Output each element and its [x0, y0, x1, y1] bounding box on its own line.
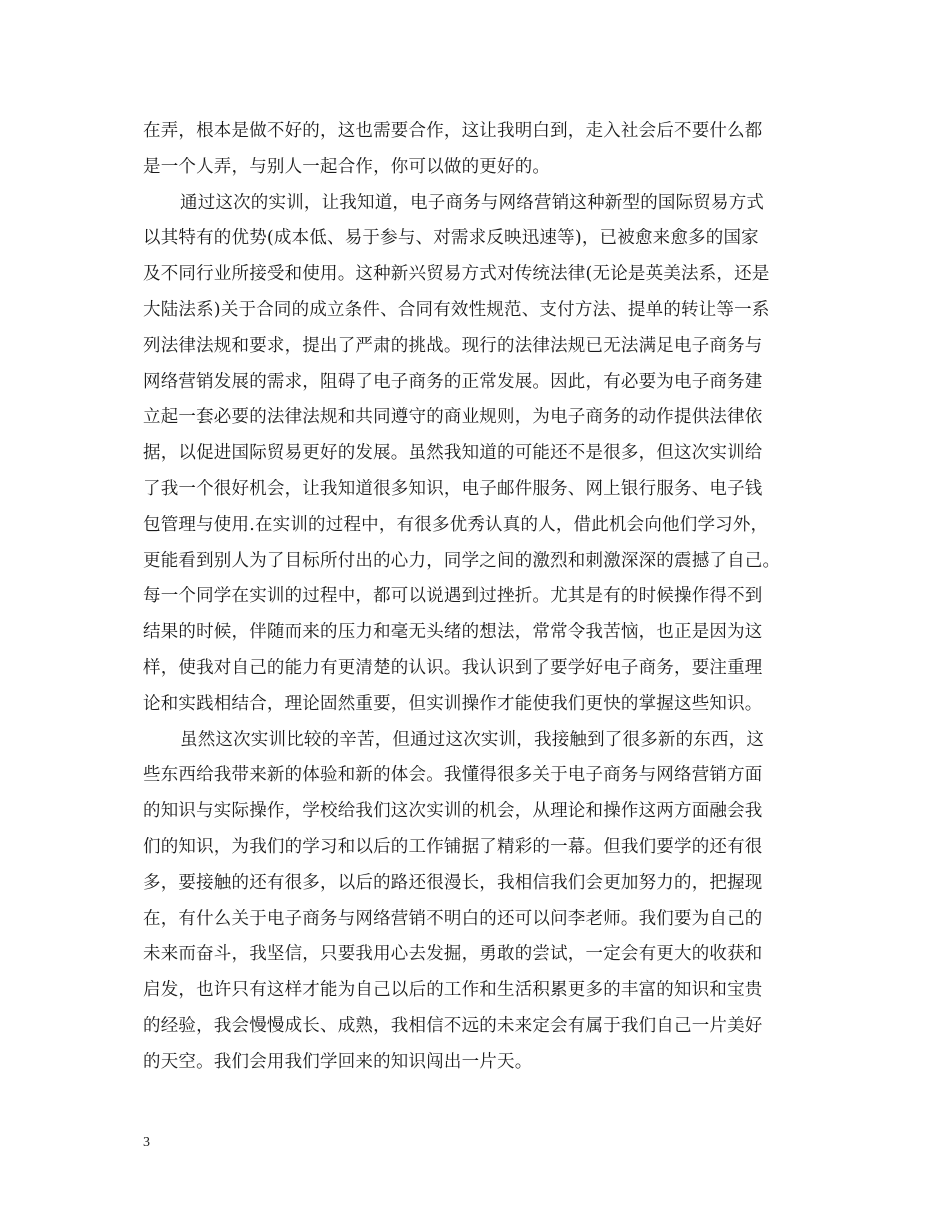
text-line: 更能看到别人为了目标所付出的心力，同学之间的激烈和刺激深深的震撼了自己。 [143, 550, 781, 571]
text-line: 多，要接触的还有很多，以后的路还很漫长，我相信我们会更加努力的，把握现 [143, 872, 763, 893]
text-line: 未来而奋斗，我坚信，只要我用心去发掘，勇敢的尝试，一定会有更大的收获和 [143, 944, 763, 965]
text-line: 列法律法规和要求，提出了严肃的挑战。现行的法律法规已无法满足电子商务与 [143, 335, 763, 356]
text-line: 包管理与使用.在实训的过程中，有很多优秀认真的人，借此机会向他们学习外， [143, 514, 769, 535]
text-line: 通过这次的实训，让我知道，电子商务与网络营销这种新型的国际贸易方式 [180, 192, 765, 213]
text-line: 是一个人弄，与别人一起合作，你可以做的更好的。 [143, 156, 551, 177]
text-line: 在，有什么关于电子商务与网络营销不明白的还可以问李老师。我们要为自己的 [143, 908, 763, 929]
text-line: 立起一套必要的法律法规和共同遵守的商业规则，为电子商务的动作提供法律依 [143, 407, 763, 428]
text-line: 及不同行业所接受和使用。这种新兴贸易方式对传统法律(无论是英美法系，还是 [143, 264, 770, 285]
text-line: 的知识与实际操作，学校给我们这次实训的机会，从理论和操作这两方面融会我 [143, 801, 763, 822]
text-line: 以其特有的优势(成本低、易于参与、对需求反映迅速等)，已被愈来愈多的国家 [143, 228, 759, 249]
text-line: 论和实践相结合，理论固然重要，但实训操作才能使我们更快的掌握这些知识。 [143, 693, 763, 714]
text-line: 的经验，我会慢慢成长、成熟，我相信不远的未来定会有属于我们自己一片美好 [143, 1015, 763, 1036]
text-line: 启发，也许只有这样才能为自己以后的工作和生活积累更多的丰富的知识和宝贵 [143, 980, 763, 1001]
text-line: 些东西给我带来新的体验和新的体会。我懂得很多关于电子商务与网络营销方面 [143, 765, 763, 786]
text-line: 大陆法系)关于合同的成立条件、合同有效性规范、支付方法、提单的转让等一系 [143, 299, 770, 320]
body-text [143, 114, 833, 1081]
text-line: 的天空。我们会用我们学回来的知识闯出一片天。 [143, 1051, 533, 1072]
page-number: 3 [143, 1135, 150, 1150]
text-line: 样，使我对自己的能力有更清楚的认识。我认识到了要学好电子商务，要注重理 [143, 657, 763, 678]
text-line: 们的知识，为我们的学习和以后的工作铺据了精彩的一幕。但我们要学的还有很 [143, 836, 763, 857]
text-line: 据，以促进国际贸易更好的发展。虽然我知道的可能还不是很多，但这次实训给 [143, 443, 763, 464]
text-line: 结果的时候，伴随而来的压力和毫无头绪的想法，常常令我苦恼，也正是因为这 [143, 622, 763, 643]
text-line: 每一个同学在实训的过程中，都可以说遇到过挫折。尤其是有的时候操作得不到 [143, 586, 763, 607]
text-line: 虽然这次实训比较的辛苦，但通过这次实训，我接触到了很多新的东西，这 [180, 729, 765, 750]
text-line: 网络营销发展的需求，阻碍了电子商务的正常发展。因此，有必要为电子商务建 [143, 371, 763, 392]
text-line: 在弄，根本是做不好的，这也需要合作，这让我明白到，走入社会后不要什么都 [143, 121, 763, 141]
text-line: 了我一个很好机会，让我知道很多知识，电子邮件服务、网上银行服务、电子钱 [143, 478, 763, 499]
